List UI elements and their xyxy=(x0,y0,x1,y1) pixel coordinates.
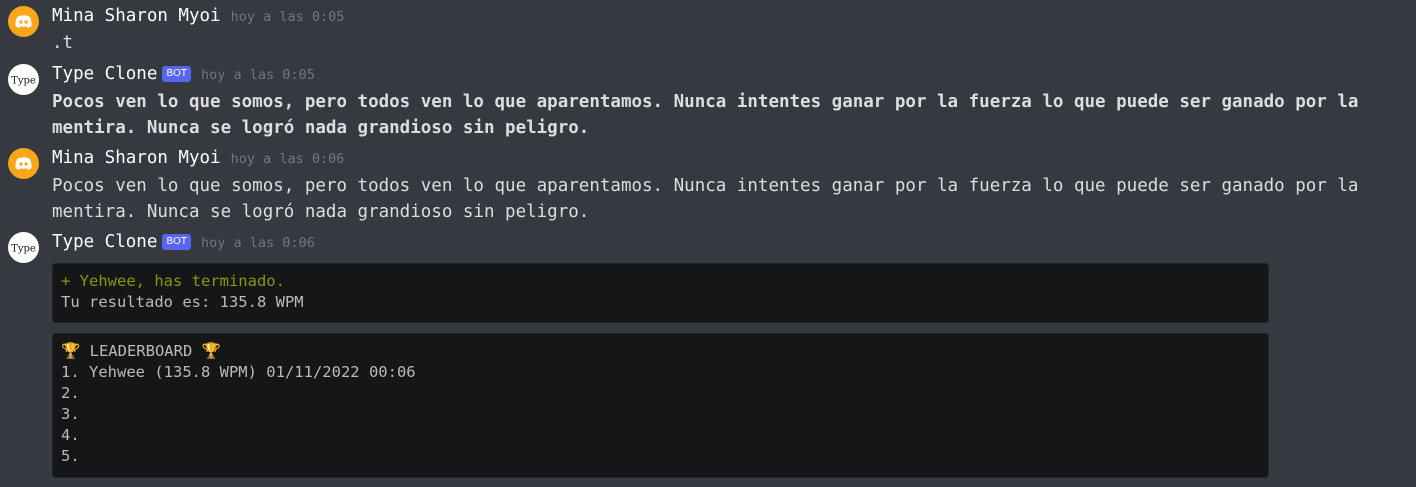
bot-badge: BOT xyxy=(162,234,191,250)
leaderboard-entry: 2. xyxy=(61,384,80,402)
username[interactable]: Mina Sharon Myoi xyxy=(52,148,221,168)
message-content: .t xyxy=(52,33,74,53)
leaderboard-code-block xyxy=(52,333,1269,478)
message-header xyxy=(52,148,344,168)
timestamp[interactable]: hoy a las 0:05 xyxy=(201,67,315,83)
discord-logo-icon xyxy=(8,148,39,179)
svg-text:Type: Type xyxy=(11,75,36,87)
user-avatar[interactable] xyxy=(8,148,39,179)
timestamp[interactable]: hoy a las 0:06 xyxy=(230,151,345,167)
type-clone-logo-icon xyxy=(8,232,39,263)
message-content: Pocos ven lo que somos, pero todos ven lo que aparentamos. Nunca intentes ganar por la fuerza lo que puede ser ganado por la mentira. Nunca se logró nada grandioso sin peligro. xyxy=(52,176,1359,222)
leaderboard-entry: 4. xyxy=(61,426,80,444)
message-header xyxy=(52,232,315,253)
bot-avatar[interactable] xyxy=(8,232,39,263)
leaderboard-entry: 3. xyxy=(61,405,80,423)
user-avatar[interactable] xyxy=(8,6,39,37)
message-header xyxy=(52,64,315,85)
type-clone-logo-icon xyxy=(8,64,39,95)
discord-logo-icon xyxy=(8,6,39,37)
result-wpm-line: Tu resultado es: 135.8 WPM xyxy=(61,293,304,311)
username[interactable]: Mina Sharon Myoi xyxy=(52,6,221,26)
leaderboard-entry: 5. xyxy=(61,447,80,465)
leaderboard-title: 🏆 LEADERBOARD 🏆 xyxy=(61,342,221,360)
svg-text:Type: Type xyxy=(11,243,36,255)
message-header xyxy=(52,6,344,26)
username[interactable]: Type Clone xyxy=(52,64,158,84)
message-content: Pocos ven lo que somos, pero todos ven lo que aparentamos. Nunca intentes ganar por la fuerza lo que puede ser ganado por la mentira. Nunca se logró nada grandioso sin peligro. xyxy=(52,92,1359,138)
timestamp[interactable]: hoy a las 0:05 xyxy=(230,9,345,25)
result-code-block xyxy=(52,263,1269,323)
timestamp[interactable]: hoy a las 0:06 xyxy=(201,235,315,251)
username[interactable]: Type Clone xyxy=(52,232,158,252)
leaderboard-entry: 1. Yehwee (135.8 WPM) 01/11/2022 00:06 xyxy=(61,363,416,381)
bot-avatar[interactable] xyxy=(8,64,39,95)
bot-badge: BOT xyxy=(162,66,191,82)
result-finished-line: + Yehwee, has terminado. xyxy=(61,272,285,290)
